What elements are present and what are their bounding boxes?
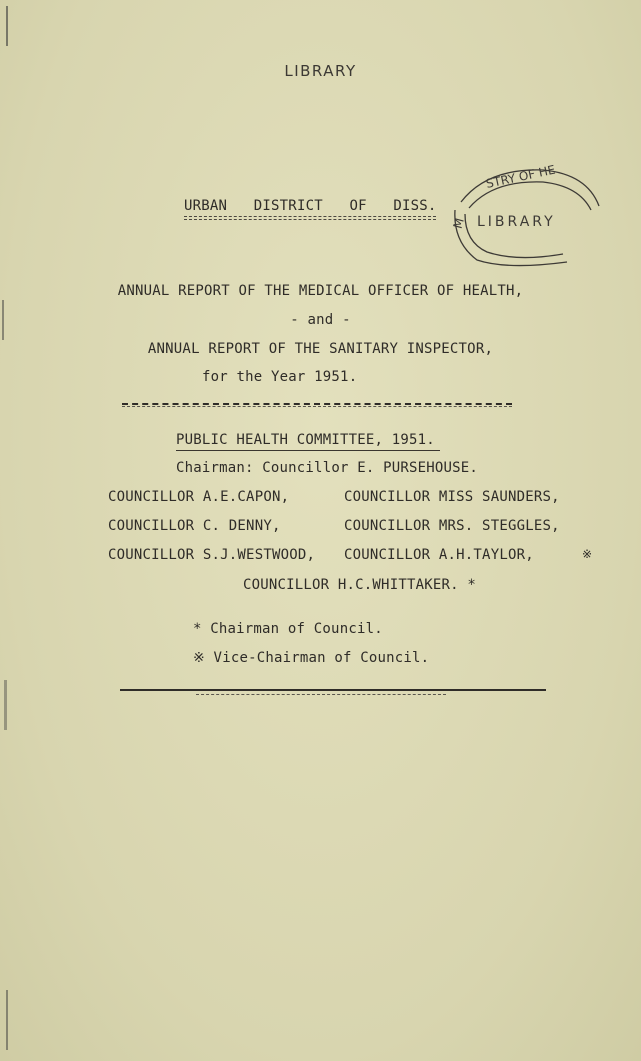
councillor-entry: COUNCILLOR A.E.CAPON, — [108, 489, 290, 505]
seal-ring-text: STRY OF HE — [484, 162, 557, 191]
closing-rule — [120, 689, 546, 691]
report-title-medical-officer: ANNUAL REPORT OF THE MEDICAL OFFICER OF HEALTH, — [117, 283, 524, 299]
seal-center-text: LIBRARY — [477, 214, 556, 230]
district-underline — [184, 216, 436, 217]
seal-side-text: M — [450, 216, 467, 231]
councillor-entry: COUNCILLOR C. DENNY, — [108, 518, 281, 534]
councillor-entry-chairman: COUNCILLOR H.C.WHITTAKER. * — [243, 577, 476, 593]
district-word: DISTRICT — [253, 198, 323, 214]
committee-chairman: Chairman: Councillor E. PURSEHOUSE. — [176, 460, 479, 476]
scan-edge-mark — [4, 680, 7, 730]
library-stamp-text: LIBRARY — [284, 62, 357, 80]
district-underline — [184, 219, 436, 220]
councillor-entry: COUNCILLOR MISS SAUNDERS, — [344, 489, 560, 505]
vice-chairman-mark: ※ — [582, 547, 593, 561]
scan-edge-mark — [6, 990, 8, 1050]
footnote-vice-chairman: ※ Vice-Chairman of Council. — [193, 650, 430, 666]
report-title-sanitary-inspector: ANNUAL REPORT OF THE SANITARY INSPECTOR, — [147, 341, 494, 357]
report-title-and: - and - — [290, 312, 351, 328]
library-seal-stamp — [447, 162, 607, 274]
district-word: DISS. — [393, 198, 437, 214]
district-word: OF — [349, 198, 367, 214]
committee-title-underline — [176, 450, 440, 451]
closing-rule — [196, 694, 446, 695]
district-word: URBAN — [184, 198, 228, 214]
councillor-entry: COUNCILLOR A.H.TAYLOR, — [344, 547, 534, 563]
section-divider — [122, 406, 512, 407]
committee-title: PUBLIC HEALTH COMMITTEE, 1951. — [176, 432, 435, 448]
councillor-entry: COUNCILLOR S.J.WESTWOOD, — [108, 547, 316, 563]
councillor-entry: COUNCILLOR MRS. STEGGLES, — [344, 518, 560, 534]
section-divider — [122, 403, 512, 405]
district-heading — [184, 198, 439, 214]
scan-edge-mark — [6, 6, 8, 46]
report-year: for the Year 1951. — [202, 369, 358, 385]
footnote-chairman: * Chairman of Council. — [193, 621, 383, 637]
